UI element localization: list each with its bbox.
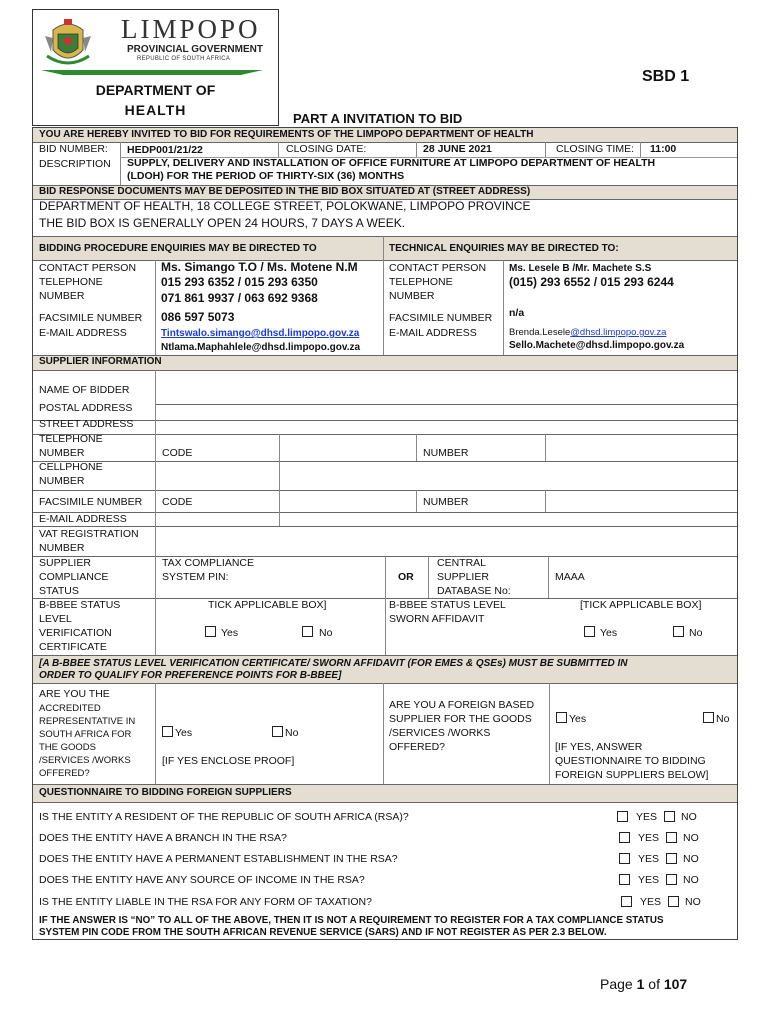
question-3-yes-checkbox[interactable] <box>619 853 630 864</box>
accredited-label-5: THE GOODS <box>39 742 97 753</box>
technical-telephone-label-2: NUMBER <box>389 290 435 302</box>
bbbee-cert-yes-checkbox[interactable] <box>205 626 216 637</box>
questionnaire-footer-1: IF THE ANSWER IS “NO” TO ALL OF THE ABOVE, THEN IT IS NOT A REQUIREMENT TO REGISTER FOR A TAX COMPLIANCE STATUS <box>39 915 664 926</box>
department-logo-box <box>32 9 279 126</box>
accredited-label-3: REPRESENTATIVE IN <box>39 716 136 727</box>
telephone-number-label: NUMBER <box>423 447 469 459</box>
description-line1: SUPPLY, DELIVERY AND INSTALLATION OF OFFICE FURNITURE AT LIMPOPO DEPARTMENT OF HEALTH <box>127 157 656 169</box>
question-5-yes-checkbox[interactable] <box>621 896 632 907</box>
foreign-yes-label: Yes <box>569 713 587 725</box>
foreign-note-2: QUESTIONNAIRE TO BIDDING <box>555 755 706 767</box>
street-address-field[interactable] <box>156 419 736 433</box>
bidbox-address: DEPARTMENT OF HEALTH, 18 COLLEGE STREET, POLOKWANE, LIMPOPO PROVINCE <box>39 199 531 213</box>
question-1-no-label: NO <box>681 811 697 823</box>
technical-telephone-value: (015) 293 6552 / 015 293 6244 <box>509 275 674 289</box>
tick-applicable-right: [TICK APPLICABLE BOX] <box>580 599 702 611</box>
page-indicator: Page 1 of 107 <box>600 976 688 992</box>
bidding-email-value-2: Ntlama.Maphahlele@dhsd.limpopo.gov.za <box>161 342 361 353</box>
technical-telephone-label-1: TELEPHONE <box>389 276 453 288</box>
bidding-telephone-value-1: 015 293 6352 / 015 293 6350 <box>161 275 318 289</box>
bidding-email-link-1[interactable]: Tintswalo.simango@dhsd.limpopo.gov.za <box>161 328 360 339</box>
question-4: DOES THE ENTITY HAVE ANY SOURCE OF INCOME IN THE RSA? <box>39 874 365 886</box>
bbbee-affidavit-label-1: B-BBEE STATUS LEVEL <box>389 599 506 611</box>
question-1-no-checkbox[interactable] <box>664 811 675 822</box>
bidding-contact-label: CONTACT PERSON <box>39 262 137 274</box>
closing-time-value: 11:00 <box>650 143 677 155</box>
accredited-label-2: ACCREDITED <box>39 703 101 714</box>
technical-contact-value: Ms. Lesele B /Mr. Machete S.S <box>509 263 652 274</box>
supplier-info-header: SUPPLIER INFORMATION <box>39 356 162 367</box>
accredited-no-checkbox[interactable] <box>272 726 283 737</box>
question-2-no-label: NO <box>683 832 699 844</box>
accredited-yes-label: Yes <box>175 727 193 739</box>
department-name-line1: DEPARTMENT OF <box>95 82 216 98</box>
cellphone-label-1: CELLPHONE <box>39 461 103 473</box>
bbbee-affidavit-label-2: SWORN AFFIDAVIT <box>389 613 485 625</box>
bidding-fax-label: FACSIMILE NUMBER <box>39 312 143 324</box>
street-address-label: STREET ADDRESS <box>39 418 134 430</box>
cellphone-field[interactable] <box>156 461 736 489</box>
bbbee-cert-label-3: VERIFICATION <box>39 627 112 639</box>
bbbee-cert-yes-label: Yes <box>221 627 239 639</box>
foreign-no-checkbox[interactable] <box>703 712 714 723</box>
accredited-label-7: OFFERED? <box>39 768 90 779</box>
bidder-name-label: NAME OF BIDDER <box>39 384 130 396</box>
questionnaire-header: QUESTIONNAIRE TO BIDDING FOREIGN SUPPLIERS <box>39 787 292 798</box>
vat-number-field[interactable] <box>156 527 736 554</box>
vat-label-1: VAT REGISTRATION <box>39 528 139 540</box>
tax-pin-field[interactable] <box>280 555 382 595</box>
compliance-status-label-1: SUPPLIER <box>39 557 91 569</box>
postal-address-label: POSTAL ADDRESS <box>39 402 133 414</box>
csd-label-3: DATABASE No: <box>437 585 511 597</box>
description-label: DESCRIPTION <box>39 158 111 170</box>
bidder-name-field[interactable] <box>156 370 736 400</box>
bbbee-cert-no-checkbox[interactable] <box>302 626 313 637</box>
closing-date-value: 28 JUNE 2021 <box>423 143 492 155</box>
foreign-label-4: OFFERED? <box>389 741 446 753</box>
fax-label: FACSIMILE NUMBER <box>39 496 143 508</box>
bbbee-affidavit-yes-checkbox[interactable] <box>584 626 595 637</box>
bbbee-cert-no-label: No <box>319 627 333 639</box>
question-1: IS THE ENTITY A RESIDENT OF THE REPUBLIC OF SOUTH AFRICA (RSA)? <box>39 811 409 823</box>
question-3: DOES THE ENTITY HAVE A PERMANENT ESTABLISHMENT IN THE RSA? <box>39 853 398 865</box>
bidding-contact-value: Ms. Simango T.O / Ms. Motene N.M <box>161 260 358 274</box>
question-4-yes-checkbox[interactable] <box>619 874 630 885</box>
question-4-no-checkbox[interactable] <box>666 874 677 885</box>
bbbee-cert-label-1: B-BBEE STATUS <box>39 599 121 611</box>
csd-number-field[interactable] <box>590 555 735 595</box>
part-title: PART A INVITATION TO BID <box>293 111 463 126</box>
accredited-no-label: No <box>285 727 299 739</box>
question-2-yes-checkbox[interactable] <box>619 832 630 843</box>
logo-title: LIMPOPO <box>121 14 261 44</box>
question-5: IS THE ENTITY LIABLE IN THE RSA FOR ANY FORM OF TAXATION? <box>39 896 372 908</box>
technical-fax-label: FACSIMILE NUMBER <box>389 312 493 324</box>
bbbee-cert-label-4: CERTIFICATE <box>39 641 107 653</box>
foreign-no-label: No <box>716 713 730 725</box>
accredited-label-1: ARE YOU THE <box>39 688 110 700</box>
technical-email-link-1[interactable]: @dhsd.limpopo.gov.za <box>570 327 667 338</box>
question-4-no-label: NO <box>683 874 699 886</box>
bid-number-value: HEDP001/21/22 <box>127 144 203 156</box>
supplier-email-label: E-MAIL ADDRESS <box>39 513 127 525</box>
question-1-yes-label: YES <box>636 811 658 823</box>
csd-label-1: CENTRAL <box>437 557 487 569</box>
coat-of-arms-icon <box>43 16 93 72</box>
foreign-label-2: SUPPLIER FOR THE GOODS <box>389 713 532 725</box>
closing-time-label: CLOSING TIME: <box>556 143 634 155</box>
logo-green-bar <box>41 70 263 75</box>
foreign-note-1: [IF YES, ANSWER <box>555 741 643 753</box>
fax-code-label: CODE <box>162 496 193 508</box>
question-3-no-label: NO <box>683 853 699 865</box>
bbbee-affidavit-no-checkbox[interactable] <box>673 626 684 637</box>
accredited-label-6: /SERVICES /WORKS <box>39 755 131 766</box>
bbbee-note-line1: [A B-BBEE STATUS LEVEL VERIFICATION CERTIFICATE/ SWORN AFFIDAVIT (FOR EMES & QSEs) MUST BE SUBMITTED IN <box>39 658 628 669</box>
question-1-yes-checkbox[interactable] <box>617 811 628 822</box>
question-5-no-checkbox[interactable] <box>668 896 679 907</box>
department-name-line2: HEALTH <box>124 102 187 118</box>
telephone-code-label: CODE <box>162 447 193 459</box>
bbbee-affidavit-yes-label: Yes <box>600 627 618 639</box>
foreign-yes-checkbox[interactable] <box>556 712 567 723</box>
question-4-yes-label: YES <box>638 874 660 886</box>
telephone-label-1: TELEPHONE <box>39 433 103 445</box>
bidbox-banner: BID RESPONSE DOCUMENTS MAY BE DEPOSITED IN THE BID BOX SITUATED AT (STREET ADDRESS) <box>39 186 531 197</box>
bbbee-cert-label-2: LEVEL <box>39 613 72 625</box>
compliance-status-label-3: STATUS <box>39 585 79 597</box>
foreign-label-1: ARE YOU A FOREIGN BASED <box>389 699 535 711</box>
closing-date-label: CLOSING DATE: <box>286 143 367 155</box>
question-5-no-label: NO <box>685 896 701 908</box>
accredited-label-4: SOUTH AFRICA FOR <box>39 729 132 740</box>
foreign-label-3: /SERVICES /WORKS <box>389 727 491 739</box>
cellphone-label-2: NUMBER <box>39 475 85 487</box>
question-5-yes-label: YES <box>640 896 662 908</box>
bidding-email-label: E-MAIL ADDRESS <box>39 327 127 339</box>
form-code: SBD 1 <box>642 68 690 85</box>
bid-number-label: BID NUMBER: <box>39 143 108 155</box>
question-3-yes-label: YES <box>638 853 660 865</box>
bidding-telephone-label-2: NUMBER <box>39 290 85 302</box>
telephone-label-2: NUMBER <box>39 447 85 459</box>
or-label: OR <box>398 571 414 583</box>
technical-enquiries-header: TECHNICAL ENQUIRIES MAY BE DIRECTED TO: <box>389 243 619 254</box>
bbbee-note-line2: ORDER TO QUALIFY FOR PREFERENCE POINTS FOR B-BBEE] <box>39 670 342 681</box>
bidbox-hours: THE BID BOX IS GENERALLY OPEN 24 HOURS, 7 DAYS A WEEK. <box>39 216 406 230</box>
tick-applicable-left: TICK APPLICABLE BOX] <box>208 599 327 611</box>
bidding-telephone-value-2: 071 861 9937 / 063 692 9368 <box>161 291 318 305</box>
logo-tagline: REPUBLIC OF SOUTH AFRICA <box>137 56 231 62</box>
accredited-note: [IF YES ENCLOSE PROOF] <box>162 755 295 767</box>
technical-email-label: E-MAIL ADDRESS <box>389 327 477 339</box>
vat-label-2: NUMBER <box>39 542 85 554</box>
question-3-no-checkbox[interactable] <box>666 853 677 864</box>
accredited-yes-checkbox[interactable] <box>162 726 173 737</box>
description-line2: (LDOH) FOR THE PERIOD OF THIRTY-SIX (36) MONTHS <box>127 170 405 182</box>
bbbee-affidavit-no-label: No <box>689 627 703 639</box>
question-2-no-checkbox[interactable] <box>666 832 677 843</box>
supplier-email-field[interactable] <box>156 512 736 525</box>
question-2-yes-label: YES <box>638 832 660 844</box>
csd-prefix: MAAA <box>555 571 585 583</box>
technical-fax-value: n/a <box>509 307 525 319</box>
bidding-fax-value: 086 597 5073 <box>161 310 235 324</box>
tax-pin-label-2: SYSTEM PIN: <box>162 571 229 583</box>
technical-contact-label: CONTACT PERSON <box>389 262 487 274</box>
questionnaire-footer-2: SYSTEM PIN CODE FROM THE SOUTH AFRICAN REVENUE SERVICE (SARS) AND IF NOT REGISTER AS PER 2.3 BELOW. <box>39 927 607 938</box>
compliance-status-label-2: COMPLIANCE <box>39 571 109 583</box>
technical-email-1: Brenda.Lesele@dhsd.limpopo.gov.za <box>509 327 667 338</box>
logo-subtitle: PROVINCIAL GOVERNMENT <box>127 44 263 55</box>
technical-email-value-2: Sello.Machete@dhsd.limpopo.gov.za <box>509 340 685 351</box>
csd-label-2: SUPPLIER <box>437 571 489 583</box>
postal-address-field[interactable] <box>156 402 736 418</box>
tax-pin-label-1: TAX COMPLIANCE <box>162 557 254 569</box>
bidding-enquiries-header: BIDDING PROCEDURE ENQUIRIES MAY BE DIRECTED TO <box>39 243 317 254</box>
foreign-note-3: FOREIGN SUPPLIERS BELOW] <box>555 769 709 781</box>
fax-number-label: NUMBER <box>423 496 469 508</box>
bidding-telephone-label-1: TELEPHONE <box>39 276 103 288</box>
question-2: DOES THE ENTITY HAVE A BRANCH IN THE RSA? <box>39 832 287 844</box>
invite-banner: YOU ARE HEREBY INVITED TO BID FOR REQUIREMENTS OF THE LIMPOPO DEPARTMENT OF HEALTH <box>39 129 534 140</box>
